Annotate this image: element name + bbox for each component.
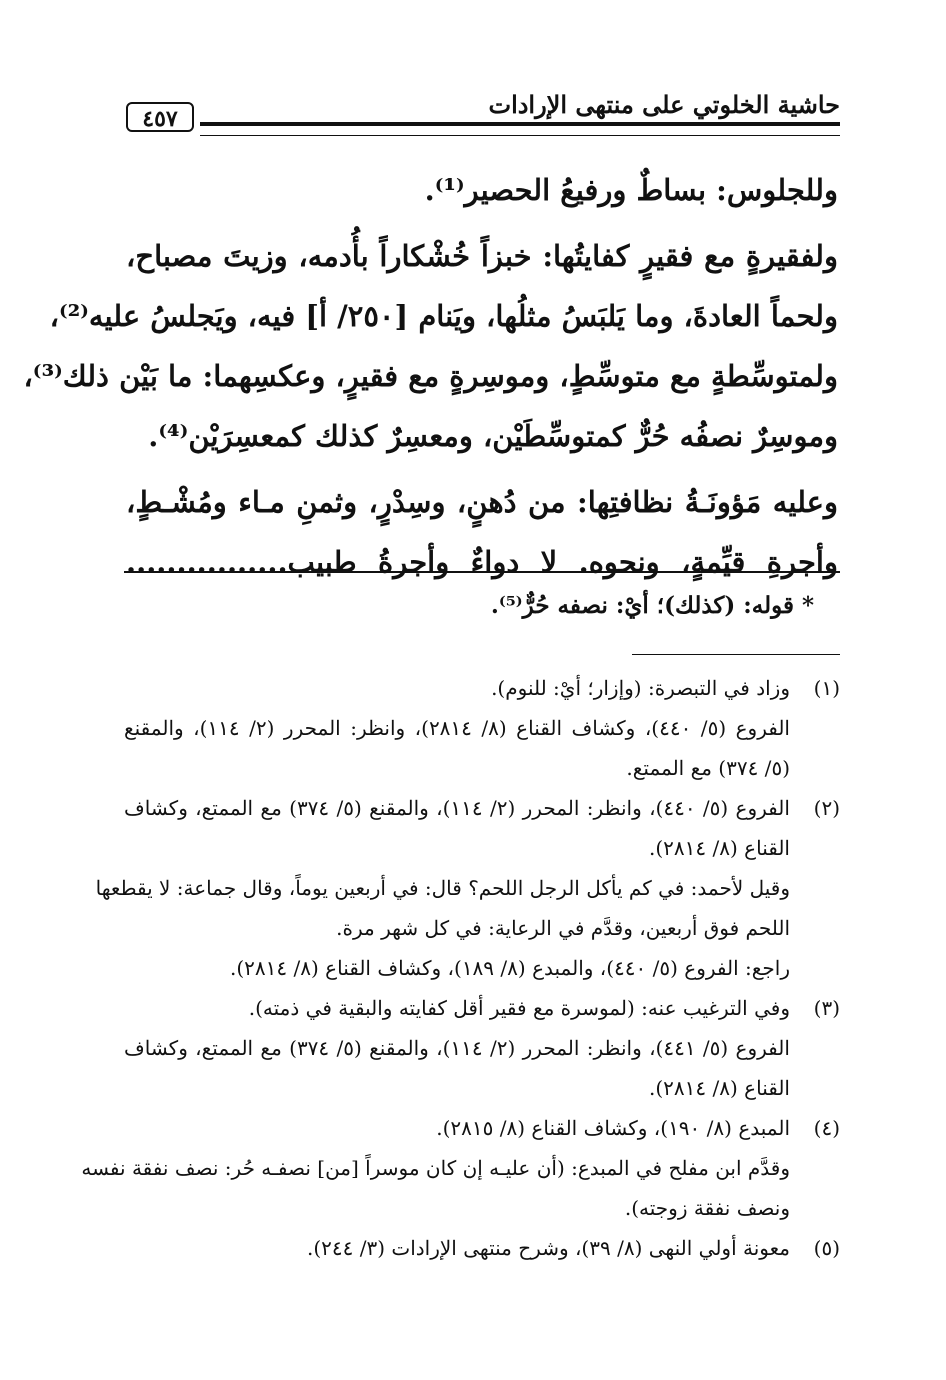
footnote-body <box>124 1108 790 1148</box>
footnote <box>124 788 840 868</box>
trailing-dots: ................ <box>126 545 288 579</box>
main-text-line <box>126 532 838 592</box>
gloss-note: * قوله: (كذلك)؛ أيْ: نصفه حُرٌّ⁽⁵⁾. <box>490 592 814 619</box>
header-double-rule <box>200 122 840 136</box>
main-text-line: ولمتوسِّطةٍ مع متوسِّطٍ، وموسِرةٍ مع فقيرٍ، وعكسِهما: ما بَيْن ذلك⁽³⁾، <box>23 359 838 393</box>
footnote-line: المبدع (٨/ ١٩٠)، وكشاف القناع (٨/ ٢٨١٥). <box>436 1116 790 1140</box>
footnote-separator <box>632 654 840 655</box>
main-text-fragment: وأجرةِ قيِّمةٍ، ونحوه. لا دواءٌ وأجرةُ طبيب <box>287 545 838 579</box>
footnote-number: (٥) <box>813 1236 840 1260</box>
footnote-paragraph <box>81 1148 790 1228</box>
footnote <box>124 1108 840 1148</box>
footnote-body <box>124 668 790 708</box>
footnote-number: (٢) <box>813 796 840 820</box>
footnote-paragraph <box>124 708 790 788</box>
main-text-line: وموسِرٌ نصفُه حُرٌّ كمتوسِّطَيْن، ومعسِرٌ كذلك كمعسِرَيْن⁽⁴⁾. <box>148 419 838 453</box>
footnote <box>124 668 840 708</box>
footnote-paragraph <box>95 868 790 948</box>
footnote <box>124 988 840 1028</box>
page-number: ٤٥٧ <box>126 102 194 132</box>
main-text-line: ولفقيرةٍ مع فقيرٍ كفايتُها: خبزاً خُشْكاراً بأُدمه، وزيتَ مصباح، <box>126 239 838 273</box>
footnote-line: القناع (٨/ ٢٨١٤). <box>649 836 790 860</box>
running-header <box>120 88 840 148</box>
footnote-number: (٣) <box>813 996 840 1020</box>
main-text-separator <box>124 571 840 573</box>
footnote-line: اللحم فوق أربعين، وقدَّم في الرعاية: في كل شهر مرة. <box>336 916 790 940</box>
footnote-line: القناع (٨/ ٢٨١٤). <box>649 1076 790 1100</box>
main-text-line: وللجلوس: بساطٌ ورفيعُ الحصير⁽¹⁾. <box>424 173 838 207</box>
footnote-line: الفروع (٥/ ٤٤١)، وانظر: المحرر (٢/ ١١٤)، والمقنع (٥/ ٣٧٤) مع الممتع، وكشاف <box>124 1036 790 1060</box>
footnote-line: وقيل لأحمد: في كم يأكل الرجل اللحم؟ قال: في أربعين يوماً، وقال جماعة: لا يقطعها <box>95 876 790 900</box>
footnotes <box>81 668 840 1268</box>
footnote-line: ونصف نفقة زوجته). <box>624 1196 790 1220</box>
footnote-line: معونة أولي النهى (٨/ ٣٩)، وشرح منتهى الإرادات (٣/ ٢٤٤). <box>306 1236 790 1260</box>
running-title: حاشية الخلوتي على منتهى الإرادات <box>488 90 840 119</box>
footnote-line: وفي الترغيب عنه: (لموسرة مع فقير أقل كفايته والبقية في ذمته). <box>248 996 790 1020</box>
main-text <box>23 160 838 592</box>
footnote-number: (١) <box>813 676 840 700</box>
footnote-paragraph <box>124 948 790 988</box>
footnote-body <box>124 788 790 868</box>
footnote-line: الفروع (٥/ ٤٤٠)، وانظر: المحرر (٢/ ١١٤)، والمقنع (٥/ ٣٧٤) مع الممتع، وكشاف <box>124 796 790 820</box>
footnote <box>124 1228 840 1268</box>
footnote-line: وزاد في التبصرة: (وإزار؛ أيْ: للنوم). <box>491 676 790 700</box>
footnote-paragraph <box>124 1028 790 1108</box>
main-text-line: وعليه مَؤونَـةُ نظافتِها: من دُهنٍ، وسِدْرٍ، وثمنِ مـاء ومُشْـطٍ، <box>126 485 838 519</box>
footnote-line: (٥/ ٣٧٤) مع الممتع. <box>626 756 790 780</box>
footnote-line: الفروع (٥/ ٤٤٠)، وكشاف القناع (٨/ ٢٨١٤)، وانظر: المحرر (٢/ ١١٤)، والمقنع <box>124 716 790 740</box>
footnote-body <box>124 1228 790 1268</box>
footnote-line: راجع: الفروع (٥/ ٤٤٠)، والمبدع (٨/ ١٨٩)، وكشاف القناع (٨/ ٢٨١٤). <box>230 956 790 980</box>
footnote-line: وقدَّم ابن مفلح في المبدع: (أن عليـه إن كان موسراً [من] نصفـه حُر: نصف نفقة نفسه <box>81 1156 790 1180</box>
main-text-line: ولحماً العادةَ، وما يَلبَسُ مثلُها، ويَنام [٢٥٠/ أ] فيه، ويَجلسُ عليه⁽²⁾، <box>49 299 838 333</box>
footnote-number: (٤) <box>813 1116 840 1140</box>
footnote-body <box>124 988 790 1028</box>
